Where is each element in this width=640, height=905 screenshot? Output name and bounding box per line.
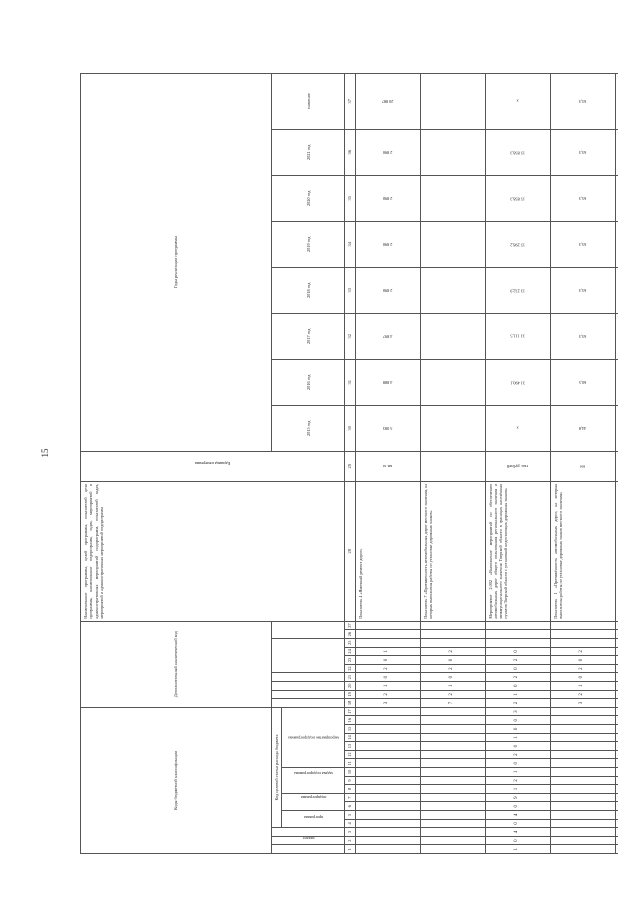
code-digit xyxy=(420,750,485,759)
code-digit xyxy=(550,793,615,802)
code-digit xyxy=(355,793,420,802)
row-unit: км xyxy=(550,451,615,481)
code-digit xyxy=(355,819,420,828)
row-value: x xyxy=(485,405,550,451)
row-value: 63,3 xyxy=(550,221,615,267)
code-digit: 2 xyxy=(420,664,485,673)
column-number: 19 xyxy=(345,690,355,699)
code-digit xyxy=(615,828,618,837)
code-digit: 9 xyxy=(485,793,550,802)
row-value xyxy=(420,359,485,405)
table-frame xyxy=(80,73,618,854)
column-number: 29 xyxy=(345,451,355,481)
code-digit: 1 xyxy=(485,690,550,699)
code-digit xyxy=(355,725,420,734)
row-value: 5 083 xyxy=(355,405,420,451)
code-digit xyxy=(420,707,485,716)
row-value: 63,3 xyxy=(550,175,615,221)
row-value: 31 111,5 xyxy=(485,313,550,359)
column-number: 26 xyxy=(345,630,355,639)
code-digit xyxy=(550,630,615,639)
table-row xyxy=(550,73,615,853)
code-digit: 2 xyxy=(485,699,550,708)
row-value: 63,3 xyxy=(550,73,615,129)
code-digit xyxy=(550,707,615,716)
code-digit xyxy=(615,664,618,673)
code-digit: 2 xyxy=(485,750,550,759)
row-value: 63,3 xyxy=(550,267,615,313)
column-number: 25 xyxy=(345,638,355,647)
table-row xyxy=(420,73,485,853)
column-number: 12 xyxy=(345,750,355,759)
code-digit xyxy=(420,776,485,785)
header-target-item: Код целевой статьи расхода бюджета xyxy=(272,707,282,827)
code-digit xyxy=(615,811,618,820)
code-digit: 1 xyxy=(485,768,550,777)
code-digit xyxy=(420,793,485,802)
column-number: 23 xyxy=(345,656,355,665)
column-number: 21 xyxy=(345,673,355,682)
code-digit: 1 xyxy=(485,733,550,742)
code-digit xyxy=(420,819,485,828)
row-value xyxy=(615,359,618,405)
code-digit xyxy=(615,647,618,656)
code-digit xyxy=(420,716,485,725)
code-digit xyxy=(420,845,485,854)
code-digit: 0 xyxy=(355,656,420,665)
column-number: 3 xyxy=(345,828,355,837)
code-digit: 0 xyxy=(485,759,550,768)
header-activity: мероприятие подпрограммы xyxy=(282,707,345,767)
code-digit xyxy=(615,681,618,690)
code-digit: 1 xyxy=(355,681,420,690)
code-digit xyxy=(550,638,615,647)
header-program-cls xyxy=(272,699,345,708)
code-digit xyxy=(355,638,420,647)
code-digit xyxy=(615,742,618,751)
column-number: 8 xyxy=(345,785,355,794)
code-digit: 2 xyxy=(420,647,485,656)
column-number: 9 xyxy=(345,776,355,785)
code-digit xyxy=(420,836,485,845)
code-digit: 2 xyxy=(485,673,550,682)
code-digit xyxy=(355,707,420,716)
code-digit xyxy=(355,785,420,794)
header-class-code: Дополнительный аналитический код xyxy=(81,621,272,707)
code-digit xyxy=(615,836,618,845)
code-digit xyxy=(615,725,618,734)
code-digit xyxy=(355,768,420,777)
row-value: 15 858,3 xyxy=(485,129,550,175)
row-value: 31 490,1 xyxy=(485,359,550,405)
code-digit: 0 xyxy=(485,725,550,734)
row-name: Показатель 1 «Протяжённость автомобильных дорог, на которых выполнены работы по установке дорожных знаков местного значения» xyxy=(550,481,615,621)
code-digit xyxy=(615,621,618,630)
column-number: 22 xyxy=(345,664,355,673)
row-value: 2 890 xyxy=(355,175,420,221)
column-number: 36 xyxy=(345,129,355,175)
code-digit xyxy=(550,716,615,725)
code-digit xyxy=(420,802,485,811)
row-unit xyxy=(420,451,485,481)
column-number: 2 xyxy=(345,836,355,845)
code-digit xyxy=(615,819,618,828)
code-digit xyxy=(355,802,420,811)
row-value xyxy=(420,405,485,451)
row-value: 15 298,2 xyxy=(485,221,550,267)
header-subprogram-cls xyxy=(272,690,345,699)
column-number: 7 xyxy=(345,793,355,802)
header-subsection xyxy=(272,828,345,837)
code-digit: 0 xyxy=(485,681,550,690)
code-digit: 0 xyxy=(485,819,550,828)
column-number: 10 xyxy=(345,768,355,777)
code-digit: 0 xyxy=(355,673,420,682)
code-digit xyxy=(355,621,420,630)
row-value xyxy=(615,175,618,221)
rotated-table-container xyxy=(80,73,618,854)
row-value xyxy=(420,73,485,129)
header-2016: 2016 год xyxy=(272,359,345,405)
code-digit xyxy=(355,828,420,837)
code-digit xyxy=(550,836,615,845)
program-table xyxy=(80,73,618,854)
code-digit xyxy=(355,845,420,854)
code-digit xyxy=(615,802,618,811)
column-number: 34 xyxy=(345,221,355,267)
code-digit xyxy=(355,750,420,759)
code-digit xyxy=(615,699,618,708)
header-2019: 2019 год xyxy=(272,221,345,267)
row-value: 13 232,9 xyxy=(485,267,550,313)
code-digit xyxy=(420,811,485,820)
code-digit xyxy=(550,819,615,828)
code-digit xyxy=(550,845,615,854)
code-digit: 1 xyxy=(550,681,615,690)
header-activity-num xyxy=(272,621,345,638)
header-unit: Единица измерения xyxy=(81,451,345,481)
header-name: Наименование программы, целей программы, показателей цели программы, наименование подпрограмм, задач, мероприятий и административных мероприятий подпрограмм, показателей задач, мероприятий и административных мероприятий подпрограмм xyxy=(81,481,345,621)
header-task-cls xyxy=(272,673,345,682)
code-digit xyxy=(355,811,420,820)
code-digit xyxy=(615,733,618,742)
code-digit xyxy=(355,776,420,785)
table-row xyxy=(355,73,420,853)
column-number: 4 xyxy=(345,819,355,828)
header-value: значение xyxy=(272,73,345,129)
column-number: 28 xyxy=(345,481,355,621)
code-digit xyxy=(420,630,485,639)
code-digit xyxy=(420,638,485,647)
row-value xyxy=(420,267,485,313)
column-number: 20 xyxy=(345,681,355,690)
code-digit xyxy=(615,759,618,768)
code-digit xyxy=(550,725,615,734)
code-digit xyxy=(550,802,615,811)
column-number: 27 xyxy=(345,621,355,630)
code-digit xyxy=(420,759,485,768)
code-digit: 0 xyxy=(550,656,615,665)
code-digit xyxy=(355,716,420,725)
code-digit xyxy=(615,785,618,794)
code-digit xyxy=(550,621,615,630)
header-2015: 2015 год xyxy=(272,405,345,451)
code-digit xyxy=(550,768,615,777)
code-digit: 2 xyxy=(420,690,485,699)
code-digit: 2 xyxy=(355,690,420,699)
code-digit xyxy=(420,725,485,734)
code-digit: 0 xyxy=(420,656,485,665)
code-digit xyxy=(355,836,420,845)
code-digit: 0 xyxy=(485,664,550,673)
row-value xyxy=(615,267,618,313)
code-digit xyxy=(615,716,618,725)
code-digit xyxy=(355,630,420,639)
code-digit: 1 xyxy=(420,681,485,690)
header-program: программа xyxy=(282,811,345,828)
column-number: 1 xyxy=(345,845,355,854)
column-number: 6 xyxy=(345,802,355,811)
row-value: 2 890 xyxy=(355,267,420,313)
header-goal xyxy=(272,681,345,690)
code-digit: 0 xyxy=(485,742,550,751)
code-digit xyxy=(420,621,485,630)
code-digit: 2 xyxy=(355,664,420,673)
code-digit xyxy=(355,733,420,742)
code-digit: 1 xyxy=(485,845,550,854)
column-number: 11 xyxy=(345,759,355,768)
code-digit xyxy=(420,742,485,751)
code-digit xyxy=(615,673,618,682)
header-section: раздел xyxy=(272,836,345,845)
column-number: 15 xyxy=(345,725,355,734)
header-2020: 2020 год xyxy=(272,175,345,221)
code-digit xyxy=(355,742,420,751)
row-value xyxy=(420,175,485,221)
header-subprogram: подпрограмма xyxy=(282,793,345,810)
code-digit: 7 xyxy=(420,699,485,708)
code-digit: 3 xyxy=(355,699,420,708)
row-value: 2 890 xyxy=(355,129,420,175)
code-digit: 2 xyxy=(550,664,615,673)
row-name xyxy=(615,481,618,621)
code-digit: 0 xyxy=(420,673,485,682)
column-number: 37 xyxy=(345,73,355,129)
column-number: 31 xyxy=(345,359,355,405)
code-digit: 4 xyxy=(485,828,550,837)
row-value xyxy=(615,405,618,451)
row-value xyxy=(420,221,485,267)
row-value: 15 858,3 xyxy=(485,175,550,221)
row-value: 44,8 xyxy=(550,405,615,451)
row-name: Мероприятие 2.002 «Выполнение мероприятий по обеспечению автомобильных дорог общего пользования регионального значения и межмуниципального значения Тверской области в границах населённых пунктов Тверской области с установкой недостающих дорожных знаков» xyxy=(485,481,550,621)
row-value xyxy=(615,129,618,175)
row-name: Показатель 7 «Протяженность автомобильных дорог местного значения, на которых выполнены работы по установке дорожных знаков» xyxy=(420,481,485,621)
header-years: Годы реализации программы xyxy=(81,73,272,451)
code-digit xyxy=(615,707,618,716)
header-budget-code: Коды бюджетной классификации xyxy=(81,707,272,853)
code-digit xyxy=(550,750,615,759)
code-digit xyxy=(420,785,485,794)
column-number: 17 xyxy=(345,707,355,716)
code-digit xyxy=(550,759,615,768)
code-digit xyxy=(550,742,615,751)
row-unit: тыс. рублей xyxy=(485,451,550,481)
column-number: 24 xyxy=(345,647,355,656)
row-value: 60,5 xyxy=(550,359,615,405)
header-activity-cls xyxy=(272,638,345,672)
table-row xyxy=(615,73,618,853)
code-digit xyxy=(550,811,615,820)
column-number: 13 xyxy=(345,742,355,751)
row-value xyxy=(615,221,618,267)
code-digit: 4 xyxy=(485,811,550,820)
table-row xyxy=(485,73,550,853)
column-number: 30 xyxy=(345,405,355,451)
row-value: 63,3 xyxy=(550,313,615,359)
header-2017: 2017 год xyxy=(272,313,345,359)
code-digit xyxy=(485,638,550,647)
row-value xyxy=(420,313,485,359)
code-digit: 0 xyxy=(485,647,550,656)
code-digit xyxy=(550,785,615,794)
code-digit xyxy=(550,733,615,742)
row-value: 63,3 xyxy=(550,129,615,175)
code-digit xyxy=(550,776,615,785)
row-value: 2 890 xyxy=(355,221,420,267)
code-digit xyxy=(615,776,618,785)
code-digit: 3 xyxy=(485,707,550,716)
code-digit xyxy=(615,768,618,777)
code-digit: 0 xyxy=(485,716,550,725)
code-digit xyxy=(485,630,550,639)
code-digit xyxy=(615,656,618,665)
column-number: 35 xyxy=(345,175,355,221)
code-digit xyxy=(420,768,485,777)
row-value xyxy=(615,73,618,129)
code-digit xyxy=(615,845,618,854)
page-number: 15 xyxy=(40,448,50,458)
row-value: x xyxy=(485,73,550,129)
code-digit xyxy=(615,630,618,639)
header-task: задача подпрограммы xyxy=(282,768,345,794)
column-number: 32 xyxy=(345,313,355,359)
row-value: 4 897 xyxy=(355,313,420,359)
code-digit xyxy=(420,828,485,837)
row-value xyxy=(420,129,485,175)
code-digit xyxy=(485,621,550,630)
row-value: 20 887 xyxy=(355,73,420,129)
code-digit: 3 xyxy=(550,699,615,708)
column-number: 18 xyxy=(345,699,355,708)
code-digit: 0 xyxy=(550,673,615,682)
code-digit: 2 xyxy=(550,647,615,656)
code-digit xyxy=(420,733,485,742)
header-admin-code xyxy=(272,845,345,854)
code-digit xyxy=(550,828,615,837)
header-2018: 2018 год xyxy=(272,267,345,313)
column-number: 5 xyxy=(345,811,355,820)
code-digit xyxy=(615,638,618,647)
code-digit: 1 xyxy=(355,647,420,656)
column-number: 14 xyxy=(345,733,355,742)
code-digit xyxy=(615,750,618,759)
code-digit: 2 xyxy=(485,776,550,785)
code-digit: 1 xyxy=(485,785,550,794)
code-digit: 0 xyxy=(485,836,550,845)
column-number: 16 xyxy=(345,716,355,725)
code-digit: 2 xyxy=(550,690,615,699)
code-digit xyxy=(615,690,618,699)
code-digit xyxy=(615,793,618,802)
code-digit: 2 xyxy=(485,656,550,665)
row-name: Показатель 4 «Ямочный ремонт дорог» xyxy=(355,481,420,621)
header-2021: 2021 год xyxy=(272,129,345,175)
row-unit: кв. м xyxy=(355,451,420,481)
code-digit xyxy=(355,759,420,768)
row-unit xyxy=(615,451,618,481)
row-value xyxy=(615,313,618,359)
code-digit: 0 xyxy=(485,802,550,811)
column-number: 33 xyxy=(345,267,355,313)
row-value: 4 888 xyxy=(355,359,420,405)
